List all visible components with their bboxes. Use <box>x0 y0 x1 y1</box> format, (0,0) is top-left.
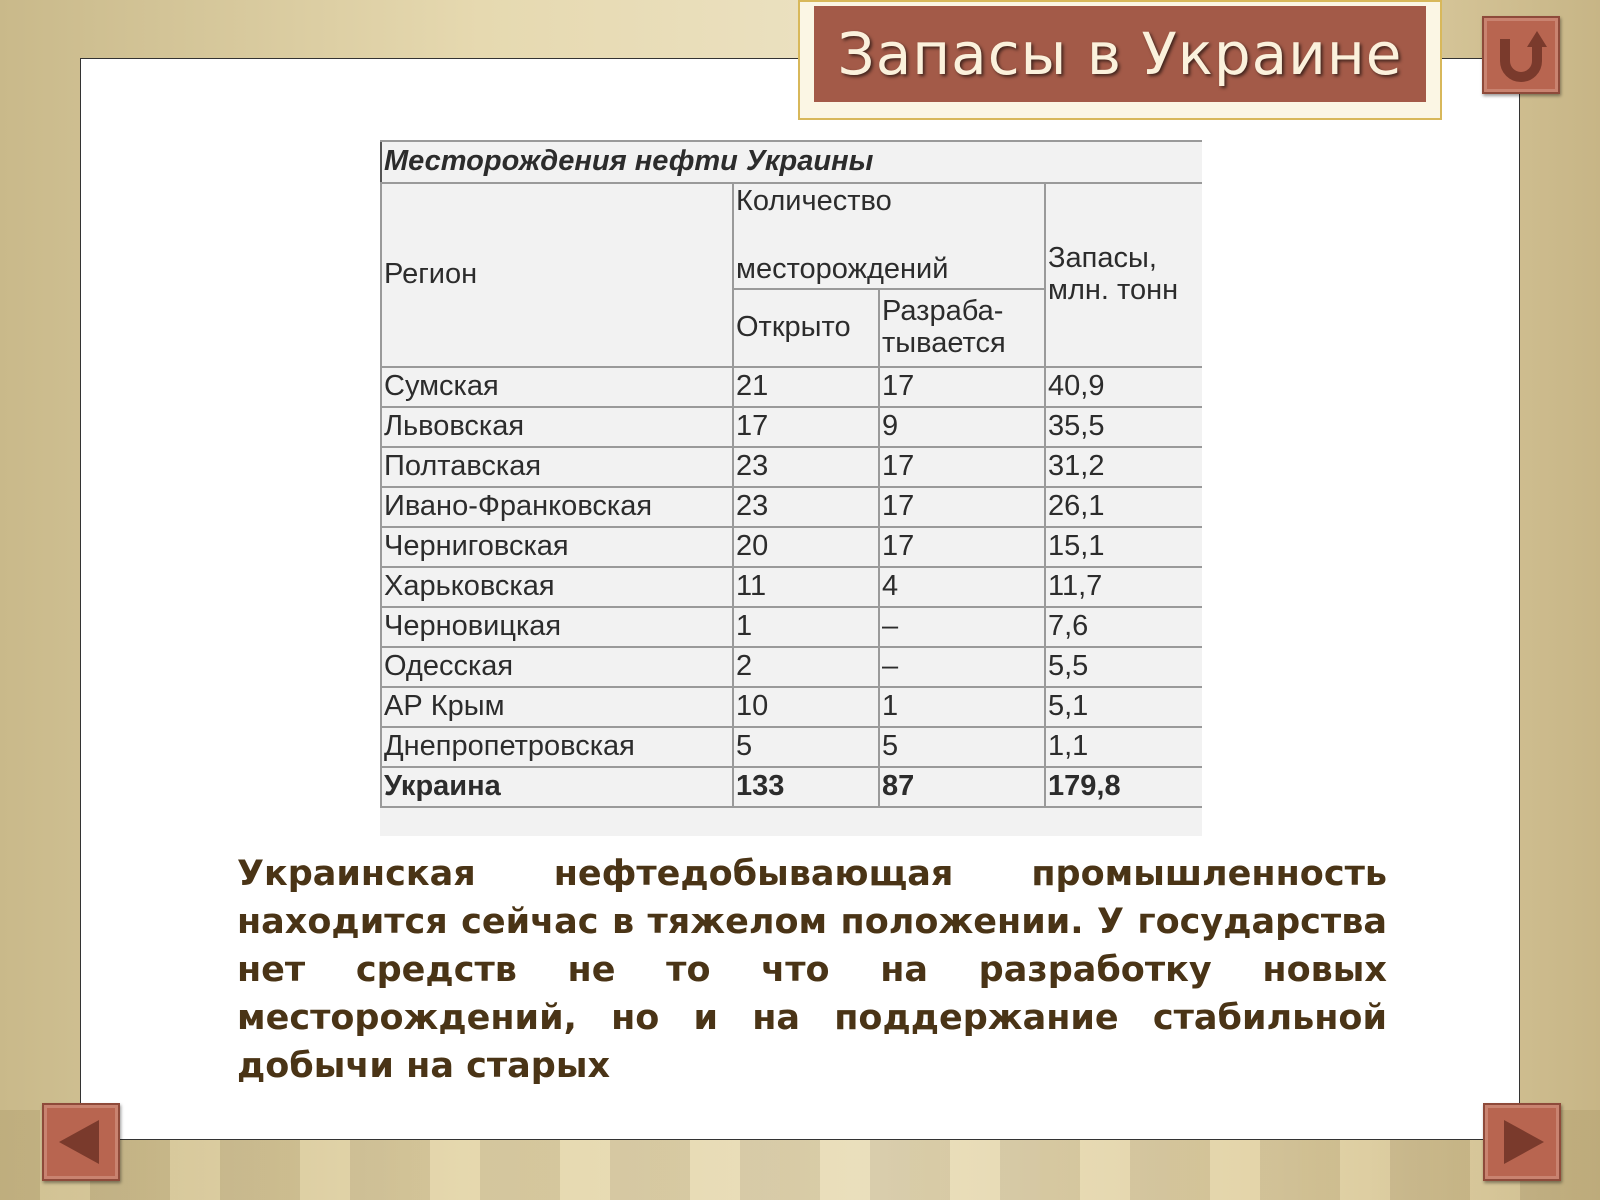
triangle-right-icon <box>1492 1112 1552 1172</box>
table-row <box>381 527 1202 567</box>
table-row <box>381 607 1202 647</box>
cell-developed: 5 <box>879 727 1045 767</box>
cell-region: АР Крым <box>381 687 733 727</box>
triangle-left-icon <box>51 1112 111 1172</box>
cell-reserves: 40,9 <box>1045 367 1202 407</box>
cell-developed: 17 <box>879 447 1045 487</box>
cell-opened: 1 <box>733 607 879 647</box>
cell-region: Украина <box>381 767 733 807</box>
cell-developed: 17 <box>879 527 1045 567</box>
cell-opened: 17 <box>733 407 879 447</box>
table-row <box>381 687 1202 727</box>
header-developed-line2: тывается <box>882 327 1006 359</box>
cell-reserves: 15,1 <box>1045 527 1202 567</box>
cell-developed: 87 <box>879 767 1045 807</box>
table-row <box>381 367 1202 407</box>
previous-slide-button[interactable] <box>42 1103 120 1181</box>
cell-region: Харьковская <box>381 567 733 607</box>
cell-opened: 5 <box>733 727 879 767</box>
slide-title: Запасы в Украине <box>837 20 1403 88</box>
cell-reserves: 1,1 <box>1045 727 1202 767</box>
cell-opened: 2 <box>733 647 879 687</box>
cell-reserves: 7,6 <box>1045 607 1202 647</box>
header-developed <box>879 289 1045 367</box>
cell-opened: 10 <box>733 687 879 727</box>
slide-paragraph: Украинская нефтедобывающая промышленность находится сейчас в тяжелом положении. У государства нет средств не то что на разработку новых месторождений, но и на поддержание стабильной добычи на старых <box>237 854 1387 1086</box>
cell-region: Днепропетровская <box>381 727 733 767</box>
return-u-arrow-icon <box>1491 25 1551 85</box>
cell-developed: 9 <box>879 407 1045 447</box>
cell-region: Черновицкая <box>381 607 733 647</box>
table-row <box>381 407 1202 447</box>
header-count-line2: месторождений <box>736 253 949 285</box>
oil-fields-table <box>380 140 1202 836</box>
table-row <box>381 727 1202 767</box>
cell-opened: 23 <box>733 487 879 527</box>
header-region: Регион <box>381 183 733 367</box>
cell-developed: 17 <box>879 487 1045 527</box>
cell-region: Черниговская <box>381 527 733 567</box>
cell-region: Сумская <box>381 367 733 407</box>
next-slide-button[interactable] <box>1483 1103 1561 1181</box>
cell-opened: 133 <box>733 767 879 807</box>
table-title: Месторождения нефти Украины <box>381 141 1202 183</box>
cell-region: Львовская <box>381 407 733 447</box>
header-reserves-line2: млн. тонн <box>1048 274 1179 306</box>
cell-opened: 11 <box>733 567 879 607</box>
header-reserves <box>1045 183 1202 367</box>
cell-developed: 1 <box>879 687 1045 727</box>
cell-opened: 23 <box>733 447 879 487</box>
table-row <box>381 567 1202 607</box>
table-row <box>381 487 1202 527</box>
title-frame <box>798 0 1442 120</box>
cell-reserves: 11,7 <box>1045 567 1202 607</box>
header-count-line1: Количество <box>736 185 892 218</box>
cell-reserves: 35,5 <box>1045 407 1202 447</box>
header-opened: Открыто <box>733 289 879 367</box>
cell-developed: – <box>879 607 1045 647</box>
table-row <box>381 447 1202 487</box>
cell-developed: – <box>879 647 1045 687</box>
table-row <box>381 767 1202 807</box>
cell-reserves: 26,1 <box>1045 487 1202 527</box>
cell-region: Одесская <box>381 647 733 687</box>
header-reserves-line1: Запасы, <box>1048 242 1157 275</box>
home-button[interactable] <box>1482 16 1560 94</box>
cell-reserves: 179,8 <box>1045 767 1202 807</box>
cell-reserves: 5,1 <box>1045 687 1202 727</box>
cell-reserves: 31,2 <box>1045 447 1202 487</box>
cell-opened: 20 <box>733 527 879 567</box>
table-row <box>381 647 1202 687</box>
title-banner <box>814 6 1426 102</box>
header-count <box>733 183 1045 289</box>
cell-region: Полтавская <box>381 447 733 487</box>
header-developed-line1: Разраба- <box>882 295 1004 328</box>
cell-region: Ивано-Франковская <box>381 487 733 527</box>
cell-opened: 21 <box>733 367 879 407</box>
cell-developed: 4 <box>879 567 1045 607</box>
cell-developed: 17 <box>879 367 1045 407</box>
cell-reserves: 5,5 <box>1045 647 1202 687</box>
